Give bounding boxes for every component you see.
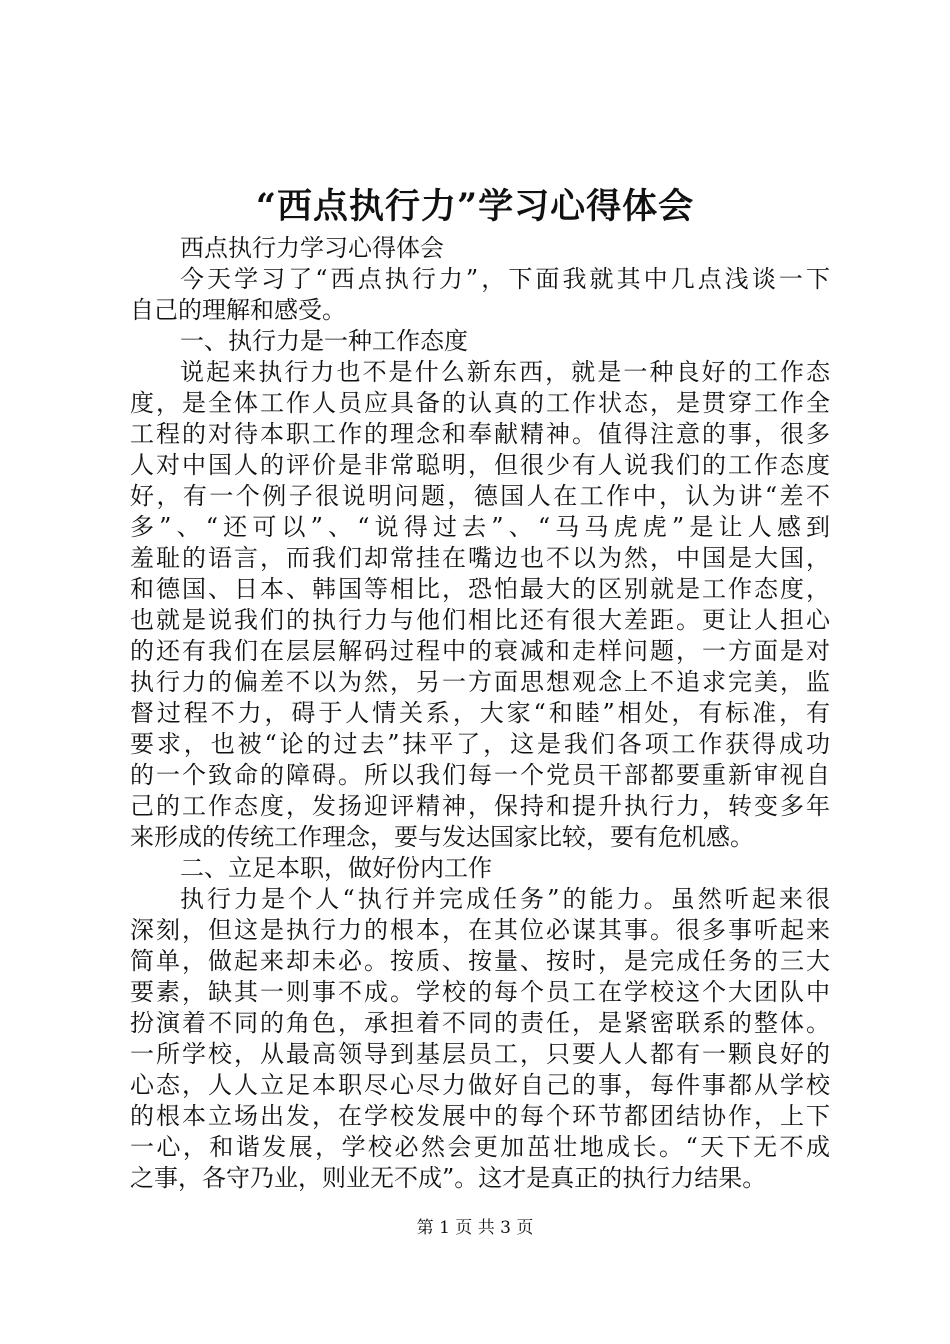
paragraph-line: 己的工作态度，发扬迎评精神，保持和提升执行力，转变多年	[130, 792, 830, 820]
document-body	[130, 233, 830, 1194]
section-heading: 一、执行力是一种工作态度	[180, 327, 468, 355]
paragraph-line: 执行力是个人“执行并完成任务”的能力。虽然听起来很	[180, 885, 830, 913]
subtitle-line: 西点执行力学习心得体会	[180, 234, 444, 262]
paragraph-line: 心态，人人立足本职尽心尽力做好自己的事，每件事都从学校	[130, 1071, 830, 1099]
paragraph-line: 督过程不力，碍于人情关系，大家“和睦”相处，有标准，有	[130, 699, 830, 727]
page-footer: 第 1 页 共 3 页	[416, 1218, 534, 1238]
document-title: “西点执行力”学习心得体会	[255, 186, 695, 227]
paragraph-line: 一所学校，从最高领导到基层员工，只要人人都有一颗良好的	[130, 1040, 830, 1068]
paragraph-line: 简单，做起来却未必。按质、按量、按时，是完成任务的三大	[130, 947, 830, 975]
paragraph-line: 自己的理解和感受。	[130, 296, 346, 324]
paragraph-line: 好，有一个例子很说明问题，德国人在工作中，认为讲“差不	[130, 482, 830, 510]
paragraph-line: 深刻，但这是执行力的根本，在其位必谋其事。很多事听起来	[130, 916, 830, 944]
paragraph-line: 扮演着不同的角色，承担着不同的责任，是紧密联系的整体。	[130, 1009, 830, 1037]
paragraph-line: 度，是全体工作人员应具备的认真的工作状态，是贯穿工作全	[130, 389, 830, 417]
paragraph-line: 人对中国人的评价是非常聪明，但很少有人说我们的工作态度	[130, 451, 830, 479]
paragraph-line: 要求，也被“论的过去”抹平了，这是我们各项工作获得成功	[130, 730, 830, 758]
paragraph-line: 一心，和谐发展，学校必然会更加茁壮地成长。“天下无不成	[130, 1133, 830, 1161]
paragraph-line: 执行力的偏差不以为然，另一方面思想观念上不追求完美，监	[130, 668, 830, 696]
section-heading: 二、立足本职，做好份内工作	[180, 854, 492, 882]
paragraph-line: 的还有我们在层层解码过程中的衰减和走样问题，一方面是对	[130, 637, 830, 665]
paragraph-line: 多”、“还可以”、“说得过去”、“马马虎虎”是让人感到	[130, 513, 830, 541]
paragraph-line: 今天学习了“西点执行力”，下面我就其中几点浅谈一下	[180, 265, 830, 293]
paragraph-line: 羞耻的语言，而我们却常挂在嘴边也不以为然，中国是大国，	[130, 544, 830, 572]
paragraph-line: 的根本立场出发，在学校发展中的每个环节都团结协作，上下	[130, 1102, 830, 1130]
paragraph-line: 的一个致命的障碍。所以我们每一个党员干部都要重新审视自	[130, 761, 830, 789]
paragraph-line: 之事，各守乃业，则业无不成”。这才是真正的执行力结果。	[130, 1164, 767, 1192]
paragraph-line: 和德国、日本、韩国等相比，恐怕最大的区别就是工作态度，	[130, 575, 830, 603]
paragraph-line: 也就是说我们的执行力与他们相比还有很大差距。更让人担心	[130, 606, 830, 634]
paragraph-line: 来形成的传统工作理念，要与发达国家比较，要有危机感。	[130, 823, 754, 851]
paragraph-line: 说起来执行力也不是什么新东西，就是一种良好的工作态	[180, 358, 830, 386]
paragraph-line: 要素，缺其一则事不成。学校的每个员工在学校这个大团队中	[130, 978, 830, 1006]
paragraph-line: 工程的对待本职工作的理念和奉献精神。值得注意的事，很多	[130, 420, 830, 448]
